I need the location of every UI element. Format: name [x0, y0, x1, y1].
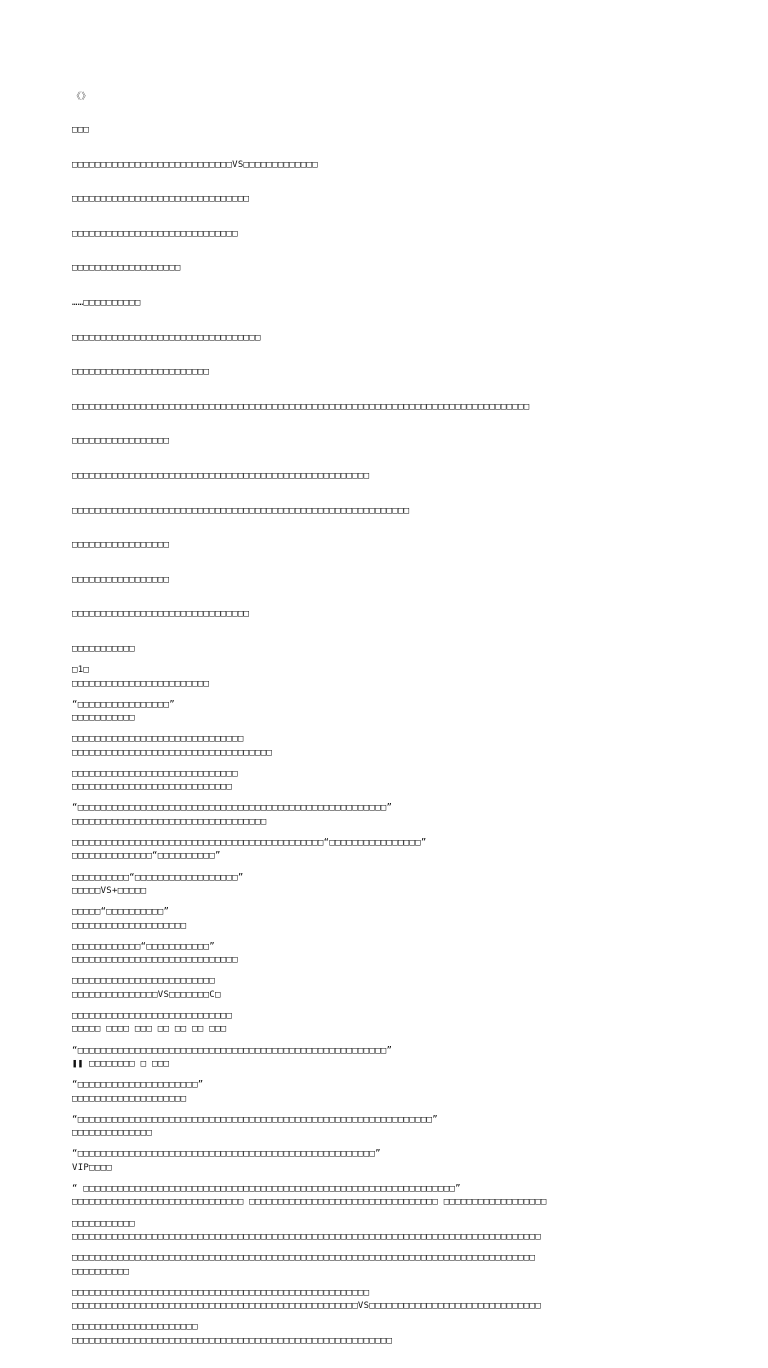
text-line: □□□□□“□□□□□□□□□□” [72, 907, 170, 918]
text-line: □□□□□□□□□□□□□□□□□□□□□□□□□□□□□□□ [72, 609, 250, 620]
text-line: □□□ [72, 125, 90, 135]
text-line: □□□□□□□□□□□□□□□□□□□□□□□□□□□□□□□□□□□□□□□□□□□□□□□□□□□□□□□□□□□□□□□□□□□□□□□□□□□□□□□□□□ [72, 1232, 541, 1242]
text-line: “ □□□□□□□□□□□□□□□□□□□□□□□□□□□□□□□□□□□□□□□□□□□□□□□□□□□□□□□□□□□□□□□□□” [72, 1183, 461, 1194]
text-line: □□□□□□□□□□□□□□□□□□□□□□□□□□□□□ [72, 228, 238, 239]
text-line: □□□□□□□□□□□□□□□□□□□□□□□□ [72, 367, 210, 378]
text-line: □□□□□□□□□□□□□□□□□□□□□□□□□□□□ [72, 782, 233, 793]
text-line: □□□□□□□□□□ [72, 1266, 130, 1277]
text-line: □□□□□□□□□□□□□□□□□□□□□□□□□ [72, 976, 215, 987]
text-line: □□□□□□□□□□□□□□□□□□□ [72, 263, 181, 274]
text-line: “□□□□□□□□□□□□□□□□□□□□□□□□□□□□□□□□□□□□□□□□□□□□□□□□□□□□□□” [72, 803, 393, 814]
text-line: □□□□□□□□□□□ [72, 643, 135, 654]
text-line: □□□□□□□□□□□□□□□□□□□□□□□□□□□□□□□□□□□□□□□□□□□□□□□□□□□□ [72, 1287, 370, 1298]
text-line: □□□□□□□□□□□□□□“□□□□□□□□□□” [72, 851, 221, 862]
text-line: □□□□□□□□□□□□□□□□□□□□□□□□□□□□□□□□□□ [72, 816, 267, 827]
text-line: □□□□□□□□□□□□□□□□□□□□□□□□□□□□□□□ [72, 194, 250, 205]
text-line: □□□□□□□□□□“□□□□□□□□□□□□□□□□□□” [72, 872, 244, 883]
text-line: □□□□□□□□□□□□□□□□□□□□□□□□□□□□□□□□□□□□□□□□□□□□□□□□□□□□□□□□ [72, 1335, 393, 1346]
text-line: □□□□□□□□□□□□□□□□□□□□□□□□□□□□□ [72, 768, 238, 779]
text-line: ❚❚ □□□□□□□□ □ □□□ [72, 1059, 170, 1070]
text-line: □□□□□□□□□□□□□□□□□□□□□□□□□□□□□□□□□□□□□□□□□□□□□□□□□□□□□□□□□□□ [72, 505, 410, 516]
section-heading: □1□ [72, 665, 90, 675]
text-line: “□□□□□□□□□□□□□□□□□□□□□” [72, 1080, 204, 1091]
text-line: □□□□□□□□□□□□□□□□□□□□ [72, 1093, 187, 1104]
text-line: □□□□□□□□□□□□□□□□□□□□□□□□□□□□□□□□□□□□□□□□□□□□“□□□□□□□□□□□□□□□□” [72, 837, 427, 848]
text-line: □□□□□□□□□□□□□□□□□□□□□□□□ [72, 678, 210, 689]
text-line: □□□□□□□□□□□□□□□□□□□□□□□□□□□□□□□□□□□□□□□□□□□□□□□□□□□□□□□□□□□□□□□□□□□□□□□□□□□□□□□□□ [72, 1253, 536, 1264]
text-line: □□□□□□□□□□□□□□□VS□□□□□□□C□ [72, 989, 221, 1000]
book-title: 《》 [72, 92, 91, 102]
text-line: VIP□□□□ [72, 1162, 113, 1173]
text-line: □□□□□□□□□□□□□□□□□□□□□□□□□□□□□ [72, 955, 238, 966]
text-line: □□□□□□□□□□□□□□□□□□□□□□□□□□□□□□□□□□□ [72, 747, 273, 758]
text-line: “□□□□□□□□□□□□□□□□” [72, 699, 175, 710]
text-line: □□□□□□□□□□□□□□□□□□□□□□□□□□□□□□□□□ [72, 332, 261, 343]
text-line: □□□□□□□□□□□□□□□□□□□□□□□□□□□□□□□□□□□□□□□□□□□□□□□□□□VS□□□□□□□□□□□□□□□□□□□□□□□□□□□□□□ [72, 1301, 541, 1312]
text-line: □□□□□□□□□□□ [72, 1218, 135, 1229]
text-line: □□□□□□□□□□□□□□□□□□□□ [72, 920, 187, 931]
text-line: □□□□□□□□□□□□□□□□□□□□□□□□□□□□□□□□□□□□□□□□□□□□□□□□□□□□□□□□□□□□□□□□□□□□□□□□□□□□□□□□ [72, 401, 530, 412]
text-line: “□□□□□□□□□□□□□□□□□□□□□□□□□□□□□□□□□□□□□□□□□□□□□□□□□□□□□□□□□□□□□□” [72, 1114, 438, 1125]
text-line: □□□□□□□□□□□□□□□□□□□□□□□□□□□□ [72, 1010, 233, 1021]
text-line: “□□□□□□□□□□□□□□□□□□□□□□□□□□□□□□□□□□□□□□□□□□□□□□□□□□□□□□” [72, 1045, 393, 1056]
text-line: □□□□□□□□□□□□“□□□□□□□□□□□” [72, 941, 215, 952]
text-line: □□□□□□□□□□□□□□□□□ [72, 574, 170, 585]
text-line: ……□□□□□□□□□□ [72, 297, 141, 308]
text-line: □□□□□□□□□□□□□□ [72, 1128, 153, 1139]
document-body-section-2 [72, 643, 712, 1355]
text-line: □□□□□VS+□□□□□ [72, 886, 147, 897]
text-line: □□□□□□□□□□□□□□□□□□□□□□□□□□□□□□ □□□□□□□□□□□□□□□□□□□□□□□□□□□□□□□□□ □□□□□□□□□□□□□□□□□□ [72, 1197, 547, 1208]
text-line: □□□□□□□□□□□□□□□□□□□□□□ [72, 1322, 198, 1333]
text-line: □□□□□ □□□□ □□□ □□ □□ □□ □□□ [72, 1024, 227, 1035]
text-line: □□□□□□□□□□□□□□□□□ [72, 436, 170, 447]
text-line: □□□□□□□□□□□□□□□□□□□□□□□□□□□□□□□□□□□□□□□□□□□□□□□□□□□□ [72, 470, 370, 481]
text-line: “□□□□□□□□□□□□□□□□□□□□□□□□□□□□□□□□□□□□□□□□□□□□□□□□□□□□” [72, 1149, 381, 1160]
text-line: □□□□□□□□□□□ [72, 713, 135, 724]
text-line: □□□□□□□□□□□□□□□□□□□□□□□□□□□□VS□□□□□□□□□□□□□ [72, 159, 318, 170]
text-line: □□□□□□□□□□□□□□□□□□□□□□□□□□□□□□ [72, 734, 244, 745]
text-line: □□□□□□□□□□□□□□□□□ [72, 540, 170, 551]
